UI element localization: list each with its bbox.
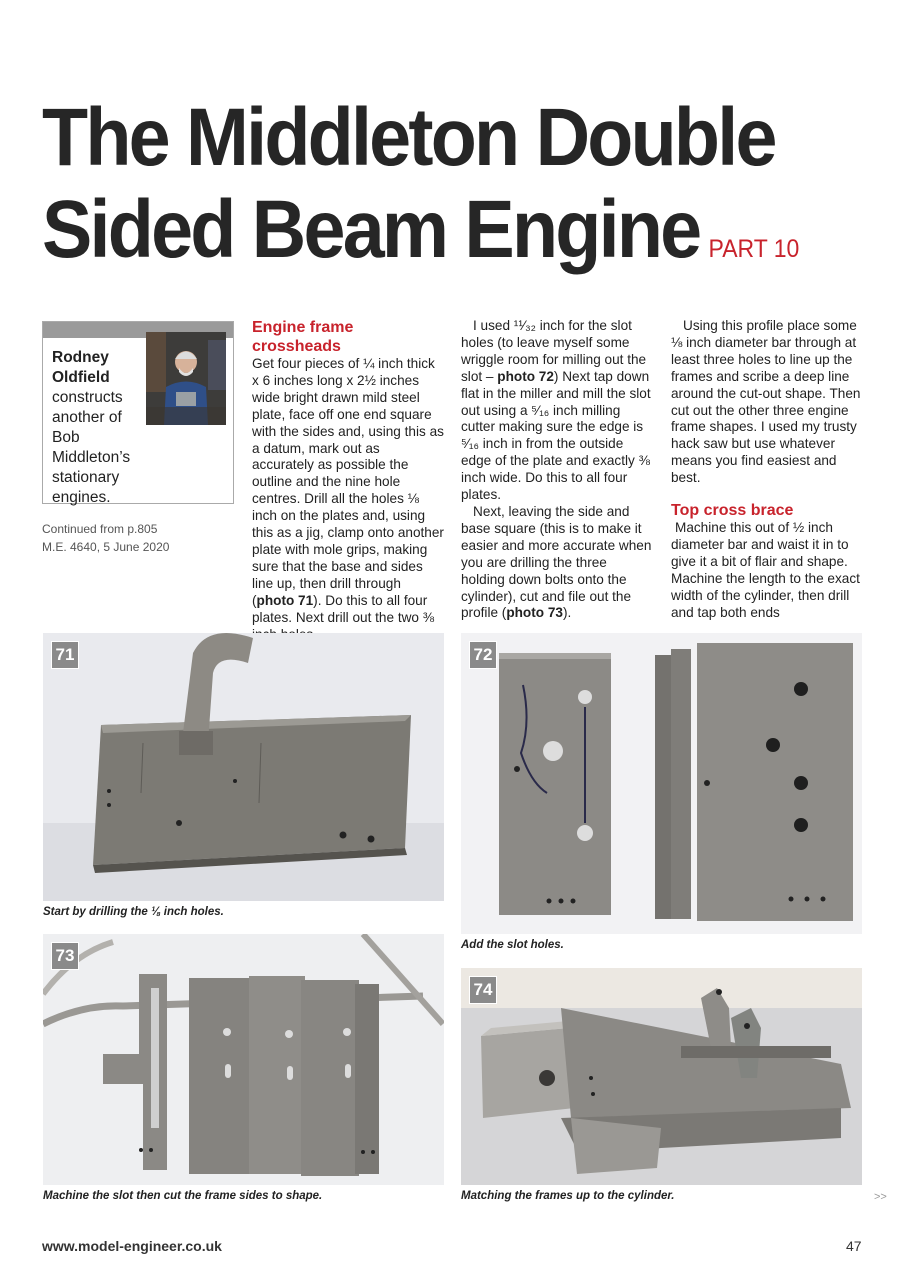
title-line-2: Sided Beam Engine <box>42 184 700 275</box>
continued-note <box>42 520 169 556</box>
part-label: PART 10 <box>708 235 800 263</box>
photo-72 <box>461 633 862 934</box>
photo-ref-73: photo 73 <box>506 605 563 621</box>
col3-paragraph-2: Machine this out of ½ inch diameter bar and waist it in to give it a bit of flair and shape. Machine the length to the exact width of the cylinder, then drill and tap both ends <box>671 520 860 620</box>
col2-p2-text-a: Next, leaving the side and base square (this is to make it easier and more accurate when you are drilling the three holding down bolts onto the cylinder), cut and file out the profile ( <box>461 503 652 621</box>
col1-p1-text-b: ). Do this to all four plates. Next drill out the two ⅜ <box>252 592 435 625</box>
photo-74-image <box>461 968 862 1185</box>
title-line-1: The Middleton Double <box>42 92 775 183</box>
author-name-line-1: Rodney <box>52 349 109 366</box>
col2-p1-text-b: ) Next tap down flat in the miller and mill the slot out using a ⁵⁄₁₆ inch milling cutter making sure the edge is ⁵⁄₁₆ inch in from the outside edge of the plate and exactly ⅜ inch wide. Do this to all four plates. <box>461 368 651 503</box>
heading-engine-frame-crossheads: Engine frame crossheads <box>252 319 354 355</box>
caption-72: Add the slot holes. <box>461 939 564 951</box>
column-1 <box>252 318 444 643</box>
photo-73-number: 73 <box>51 942 79 970</box>
photo-73-image <box>43 934 444 1185</box>
caption-73: Machine the slot then cut the frame sides to shape. <box>43 1190 323 1202</box>
col1-p1-text-a: Get four pieces of ¼ inch thick x 6 inches long x 2½ inches wide bright drawn mild steel plate, face off one end square with the sides and, using this as a datum, mark out as accurately as possible the outline and the nine hole centres. Drill all the holes ⅛ inch on the plates and, using this as a jig, clamp onto another plate with mole grips, making sure that the base and sides line up, then drill through ( <box>252 356 444 608</box>
column-2 <box>461 318 653 622</box>
photo-71-number: 71 <box>51 641 79 669</box>
caption-71: Start by drilling the ⅛ inch holes. <box>43 906 224 918</box>
photo-71 <box>43 633 444 901</box>
author-blurb: constructs another of Bob Middleton’s stationary engines. <box>52 389 131 506</box>
col2-p1-text-a: I used ¹¹⁄₃₂ inch for the slot holes (to leave myself some wriggle room for milling out the slot – <box>461 318 647 384</box>
photo-ref-72: photo 72 <box>497 368 554 384</box>
continued-line-2: M.E. 4640, 5 June 2020 <box>42 540 170 554</box>
photo-74 <box>461 968 862 1185</box>
author-name-line-2: Oldfield <box>52 369 110 386</box>
caption-74: Matching the frames up to the cylinder. <box>461 1190 675 1202</box>
photo-ref-71: photo 71 <box>256 592 314 608</box>
photo-73 <box>43 934 444 1185</box>
author-text <box>52 348 230 508</box>
footer-url: www.model-engineer.co.uk <box>42 1238 222 1254</box>
author-box <box>42 321 234 504</box>
col2-p2-text-b: ). <box>562 605 572 621</box>
column-3 <box>671 318 863 622</box>
photo-72-image <box>461 633 862 934</box>
continue-arrow: >> <box>874 1191 887 1203</box>
col2-paragraph-1 <box>461 318 653 504</box>
photo-72-number: 72 <box>469 641 497 669</box>
photo-71-image <box>43 633 444 901</box>
col1-paragraph-1 <box>252 356 444 643</box>
continued-line-1: Continued from p.805 <box>42 522 158 536</box>
col2-paragraph-2 <box>461 504 653 622</box>
page-number: 47 <box>846 1238 862 1254</box>
article-title <box>42 92 815 295</box>
heading-top-cross-brace: Top cross brace <box>671 502 794 520</box>
photo-74-number: 74 <box>469 976 497 1004</box>
col3-paragraph-1: Using this profile place some ⅛ inch diameter bar through at least three holes to line up the frames and scribe a deep line around the cut-out shape. Then cut out the other three engine frame shapes. I used my trusty hack saw but use whatever means you find easiest and best. <box>671 318 861 486</box>
